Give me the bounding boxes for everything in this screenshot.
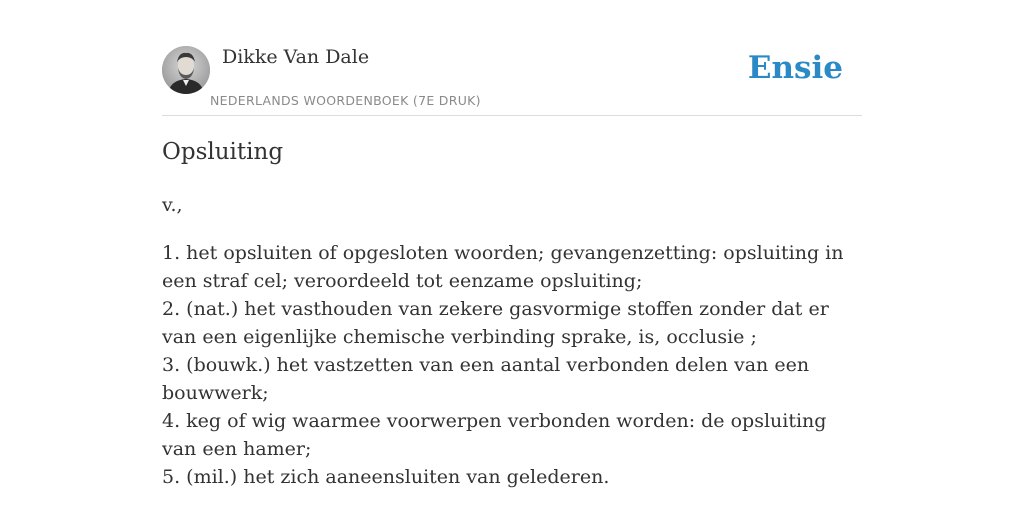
entry-card — [162, 0, 862, 512]
entry-title: Opsluiting — [162, 139, 284, 165]
definition-item: 2. (nat.) het vasthouden van zekere gasvormige stoffen zonder dat er van een eigenlijke chemische verbinding sprake, is, occlusie ; — [162, 298, 829, 348]
ensie-logo[interactable]: Ensie — [747, 50, 843, 86]
definition-item: 4. keg of wig waarmee voorwerpen verbonden worden: de opsluiting van een hamer; — [162, 410, 827, 460]
definition-item: 5. (mil.) het zich aaneensluiten van gelederen. — [162, 466, 610, 488]
portrait-image — [162, 46, 210, 94]
header-divider — [162, 115, 862, 116]
definition-item: 3. (bouwk.) het vastzetten van een aantal verbonden delen van een bouwwerk; — [162, 354, 810, 404]
source-label[interactable]: NEDERLANDS WOORDENBOEK (7E DRUK) — [210, 93, 481, 108]
definition-list — [162, 239, 862, 491]
definition-item: 1. het opsluiten of opgesloten woorden; gevangenzetting: opsluiting in een straf cel; veroordeeld tot eenzame opsluiting; — [162, 242, 844, 292]
author-avatar[interactable] — [162, 46, 210, 94]
author-name[interactable]: Dikke Van Dale — [222, 46, 370, 68]
part-of-speech: v., — [162, 194, 183, 216]
